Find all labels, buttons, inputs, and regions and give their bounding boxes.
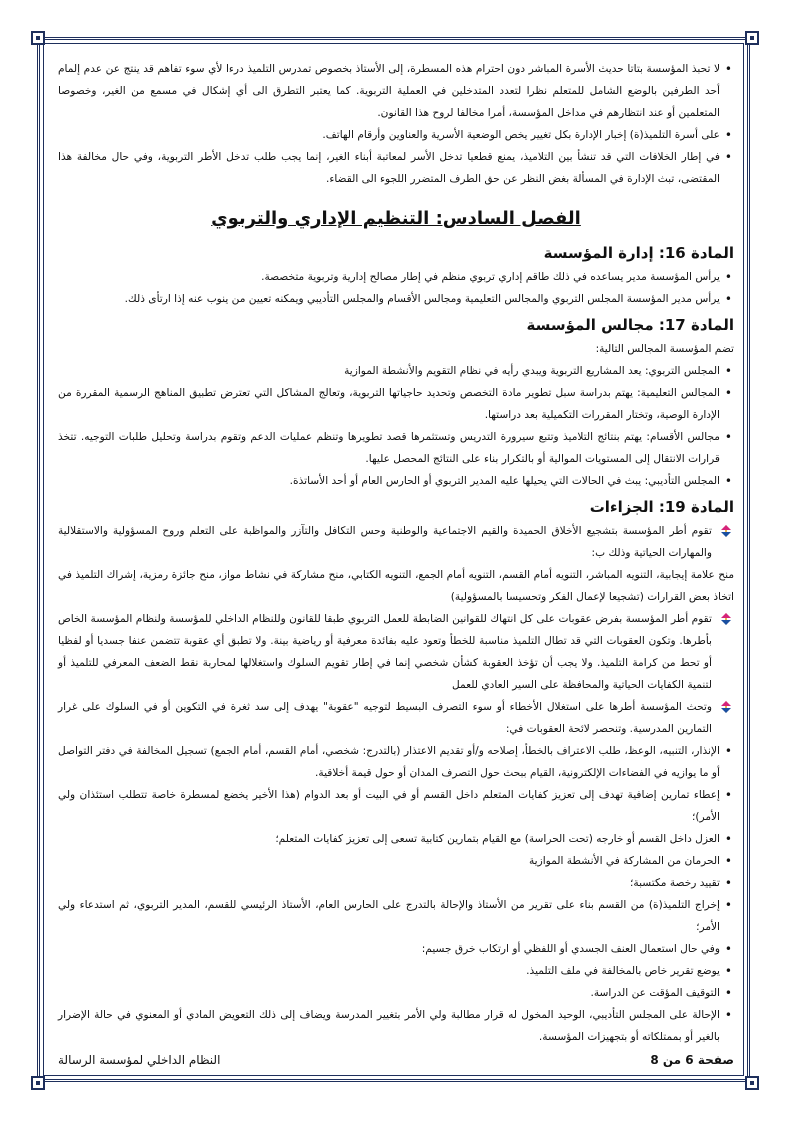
list-item: • العزل داخل القسم أو خارجه (تحت الحراسة) مع القيام بتمارين كتابية تسعى إلى تعزيز كفايات المتعلم؛ [58, 828, 734, 850]
list-item: • الإنذار، التنبيه، الوعظ، طلب الاعتراف بالخطأ، إصلاحه و/أو تقديم الاعتذار (بالتدرج: شخصي، أمام القسم، أمام الجمع) تسجيل المخالفة في دفتر التواصل أو ما يوازيه في الفضاءات الإلكترونية، القيام ببحث حول التصرف المدان أو حول قيمة أخلاقية. [58, 740, 734, 784]
paragraph-text: وتحث المؤسسة أطرها على استغلال الأخطاء أو سوء التصرف البسيط لتوجيه "عقوبة" يهدف إلى سد ثغرة في التكوين أو في السلوك على غرار التمارين المدرسية. وتنحصر لائحة العقوبات في: [58, 701, 712, 735]
arrow-bullet-icon [720, 525, 732, 537]
paragraph-continuation: منح علامة إيجابية، التنويه المباشر، التنويه أمام القسم، التنويه أمام الجمع، التنويه الكتابي، منح مشاركة في نشاط مواز، منح جائزة رمزية، إشراك التلميذ في اتخاذ بعض القرارات (تشجيعا لإعمال الفكر وتحسيسا بالمسؤولية) [58, 569, 734, 603]
intro-bullet: • في إطار الخلافات التي قد تنشأ بين التلاميذ، يمنع قطعيا تدخل الأسر لمعاتبة أبناء الغير، إنما يجب طلب تدخل الأطر التربوية، وفي حال مخالفة هذا المقتضى، تبث الإدارة في المسألة بغض النظر عن حق الطرف المتضرر اللجوء الى القضاء. [58, 146, 734, 190]
list-item: • المجلس التربوي: يعد المشاريع التربوية ويبدي رأيه في نظام التقويم والأنشطة الموازية [58, 360, 734, 382]
list-item: • المجلس التأديبي: يبث في الحالات التي يحيلها عليه المدير التربوي أو الحارس العام أو أحد الأساتذة. [58, 470, 734, 492]
list-item: • وفي حال استعمال العنف الجسدي أو اللفظي أو ارتكاب خرق جسيم: [58, 938, 734, 960]
paragraph-penalty-intro [58, 696, 734, 740]
list-item: • تقييد رخصة مكتسبة؛ [58, 872, 734, 894]
penalty-list [58, 740, 734, 1048]
corner-ornament-top-left [31, 31, 45, 45]
list-item: • الحرمان من المشاركة في الأنشطة الموازية [58, 850, 734, 872]
chapter-title: الفصل السادس: التنظيم الإداري والتربوي [211, 208, 581, 229]
arrow-bullet-icon [720, 701, 732, 713]
paragraph-text: تقوم أطر المؤسسة بفرض عقوبات على كل انتهاك للقوانين الضابطة للعمل التربوي طبقا للقانون وللنظام الداخلي للمؤسسة ولنظام المؤسسة الخاص بأطرها. وتكون العقوبات التي قد تطال التلميذ مناسبة للخطأ وتعود عليه بفائدة معرفية أو رياضية بينة. ولا تطبق أي عقوبة تتضمن عنفا جسديا أو لفظيا أو تحط من كرامة التلميذ. ولا يجب أن تؤخذ العقوبة كشأن شخصي إنما في إطار تقويم السلوك واستغلالها لمحاربة نقط الضعف المعرفي للتلميذ أو لتنمية الكفايات الحياتية والمحافظة على السير العادي للعمل [58, 613, 712, 691]
page-footer [58, 1053, 734, 1075]
corner-ornament-bottom-left [31, 1076, 45, 1090]
article-17-intro: تضم المؤسسة المجالس التالية: [595, 343, 734, 355]
list-item: • إخراج التلميذ(ة) من القسم بناء على تقرير من الأستاذ والإحالة بالتدرج على الحارس العام، الأستاذ الرئيسي للقسم، المدير التربوي، ثم استدعاء ولي الأمر؛ [58, 894, 734, 938]
article-17-title: المادة 17: مجالس المؤسسة [526, 316, 734, 334]
intro-bullet: • على أسرة التلميذ(ة) إخبار الإدارة بكل تغيير يخص الوضعية الأسرية والعناوين وأرقام الهاتف. [58, 124, 734, 146]
list-item: • الإحالة على المجلس التأديبي، الوحيد المخول له قرار مطالبة ولي الأمر بتغيير المدرسة ويضاف إلى ذلك التعويض المادي أو المعنوي في حالة الإضرار بالغير أو بممتلكاته أو بتجهيزات المؤسسة. [58, 1004, 734, 1048]
article-16-title: المادة 16: إدارة المؤسسة [543, 244, 734, 262]
document-body [58, 58, 734, 1048]
list-item: • مجالس الأقسام: يهتم بنتائج التلاميذ وتتبع سيرورة التدريس وتستثمرها قصد تطويرها وتنظم عمليات الدعم وتقوم بدراسة وتحليل طلبات التوجيه. تتخذ قرارات الانتقال إلى المستويات الموالية أو بالتكرار بناء على النتائج المحصل عليها. [58, 426, 734, 470]
list-item: • المجالس التعليمية: يهتم بدراسة سبل تطوير مادة التخصص وتحديد حاجياتها التربوية، وتعالج المشاكل التي تعترض تطبيق المناهج الرسمية المقررة من الإدارة الوصية، وتختار المقررات التكميلية بعد دراستها. [58, 382, 734, 426]
article-17-list [58, 360, 734, 492]
corner-ornament-top-right [745, 31, 759, 45]
footer-document-title: النظام الداخلي لمؤسسة الرسالة [58, 1053, 221, 1067]
article-16-list [58, 266, 734, 310]
paragraph-text: تقوم أطر المؤسسة بتشجيع الأخلاق الحميدة والقيم الاجتماعية والوطنية وحس التكافل والتآزر والمواظبة على التعلم وروح المسؤولية والاستقلالية والمهارات الحياتية وذلك ب: [58, 525, 712, 559]
arrow-bullet-icon [720, 613, 732, 625]
paragraph-encouragement [58, 520, 734, 564]
list-item: • إعطاء تمارين إضافية تهدف إلى تعزيز كفايات المتعلم داخل القسم أو في البيت أو بعد الدوام (هذا الأخير يخضع لمسطرة خاصة تتطلب استئذان ولي الأمر)؛ [58, 784, 734, 828]
list-item: • يرأس مدير المؤسسة المجلس التربوي والمجالس التعليمية ومجالس الأقسام والمجلس التأديبي ويمكنه تعيين من ينوب عنه إذا ارتأى ذلك. [58, 288, 734, 310]
list-item: • يرأس المؤسسة مدير يساعده في ذلك طاقم إداري تربوي منظم في إطار مصالح إدارية وتربوية متخصصة. [58, 266, 734, 288]
list-item: • يوضع تقرير خاص بالمخالفة في ملف التلميذ. [58, 960, 734, 982]
footer-page-number: صفحة 6 من 8 [650, 1053, 734, 1067]
paragraph-sanctions [58, 608, 734, 696]
article-19-title: المادة 19: الجزاءات [589, 498, 734, 516]
intro-bullet: • لا تحبذ المؤسسة بتاتا حديث الأسرة المباشر دون احترام هذه المسطرة، إلى الأستاذ بخصوص تمدرس التلميذ درءا لأي سوء تفاهم قد ينتج عن عدم إلمام أحد الطرفين بالوضع الشامل للمتعلم نظرا لتعدد المتدخلين في العملية التربوية. كما يعتبر التطرق الى أي إشكال في مسمع من الغير، وخصوصا المتعلمين أو عند انتظارهم في مداخل المؤسسة، أمرا مخالفا لروح هذا القانون. [58, 58, 734, 124]
intro-bullet-list [58, 58, 734, 190]
list-item: • التوقيف المؤقت عن الدراسة. [58, 982, 734, 1004]
corner-ornament-bottom-right [745, 1076, 759, 1090]
